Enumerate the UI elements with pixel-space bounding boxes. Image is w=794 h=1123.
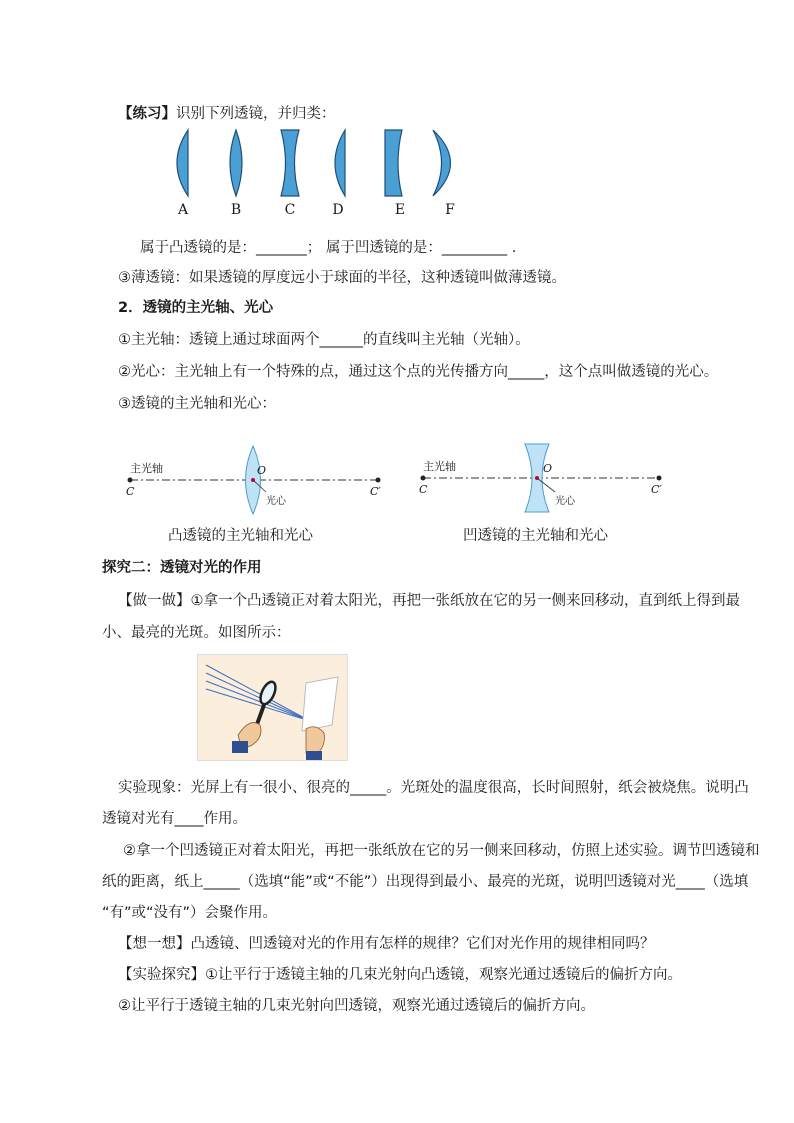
- magnifier-illustration: [197, 654, 348, 761]
- phenomenon-line-1: 实验现象：光屏上有一很小、很亮的_____。光斑处的温度很高，长时间照射，纸会被烧焦。说明凸: [118, 780, 749, 796]
- convex-axis-figure: [120, 440, 390, 510]
- optical-center-text: ②光心：主光轴上有一个特殊的点，通过这个点的光传播方向_____，这个点叫做透镜的光心。: [118, 364, 719, 380]
- convex-c-left: C: [126, 485, 135, 498]
- do-it-line-1: 【做一做】①拿一个凸透镜正对着太阳光，再把一张纸放在它的另一侧来回移动，直到纸上得到最: [118, 593, 740, 609]
- experiment-line-2: ②让平行于透镜主轴的几束光射向凹透镜，观察光通过透镜后的偏折方向。: [118, 998, 595, 1014]
- practice-line: [118, 104, 336, 124]
- lens-d: [335, 130, 345, 196]
- lens-label-f: F: [445, 202, 455, 218]
- convex-center-label: 光心: [266, 496, 286, 507]
- practice-text: 识别下列透镜，并归类：: [176, 106, 336, 122]
- lens-shapes-svg: [168, 128, 478, 198]
- thin-lens-text: ③薄透镜：如果透镜的厚度远小于球面的半径，这种透镜叫做薄透镜。: [118, 270, 566, 286]
- lens-label-d: D: [332, 202, 344, 218]
- explore2-title: 探究二：透镜对光的作用: [102, 560, 262, 576]
- lens-label-b: B: [230, 202, 242, 218]
- concave-exp-line-1: ②拿一个凹透镜正对着太阳光，再把一张纸放在它的另一侧来回移动，仿照上述实验。调节凹透镜和: [123, 843, 760, 859]
- practice-prefix: 【练习】: [118, 106, 176, 122]
- concave-axis-figure: [415, 440, 675, 510]
- lens-label-c: C: [284, 202, 296, 218]
- lens-shapes-figure: [168, 128, 478, 223]
- phenomenon-line-2: 透镜对光有____作用。: [102, 811, 247, 827]
- concave-o-label: O: [543, 462, 553, 475]
- convex-o-label: O: [257, 464, 267, 477]
- concave-center-label: 光心: [555, 496, 575, 507]
- concave-axis-label: 主光轴: [423, 460, 456, 473]
- think-line: 【想一想】凸透镜、凹透镜对光的作用有怎样的规律？它们对光作用的规律相同吗？: [118, 936, 655, 952]
- concave-c-left: C: [419, 483, 428, 496]
- convex-c-right: C′: [370, 485, 381, 498]
- lens-c: [281, 130, 299, 196]
- concave-caption: 凹透镜的主光轴和光心: [463, 528, 608, 544]
- lens-f: [433, 130, 451, 196]
- experiment-line-1: 【实验探究】①让平行于透镜主轴的几束光射向凸透镜，观察光通过透镜后的偏折方向。: [118, 967, 682, 983]
- do-it-line-2: 小、最亮的光斑。如图所示：: [102, 625, 291, 641]
- lens-b: [230, 130, 242, 196]
- section2-title: 2．透镜的主光轴、光心: [118, 300, 274, 316]
- magnifier-illustration-svg: [198, 655, 347, 760]
- classify-line: 属于凸透镜的是：_______； 属于凹透镜的是：_________ .: [140, 240, 517, 256]
- lens-label-a: A: [177, 202, 189, 218]
- lens-label-e: E: [394, 202, 406, 218]
- concave-exp-line-3: “有”或“没有”）会聚作用。: [102, 905, 278, 921]
- lens-a: [177, 130, 188, 196]
- concave-axis-svg: [415, 440, 675, 510]
- lens-e: [385, 130, 402, 196]
- convex-caption: 凸透镜的主光轴和光心: [168, 528, 313, 544]
- concave-exp-line-2: 纸的距离，纸上_____（选填“能”或“不能”）出现得到最小、最亮的光斑，说明凹透镜对光____（选填: [102, 874, 749, 890]
- convex-axis-label: 主光轴: [130, 462, 163, 475]
- axis-and-center-text: ③透镜的主光轴和光心：: [118, 396, 276, 412]
- concave-c-right: C′: [651, 483, 662, 496]
- main-axis-text: ①主光轴：透镜上通过球面两个______的直线叫主光轴（光轴）。: [118, 332, 530, 348]
